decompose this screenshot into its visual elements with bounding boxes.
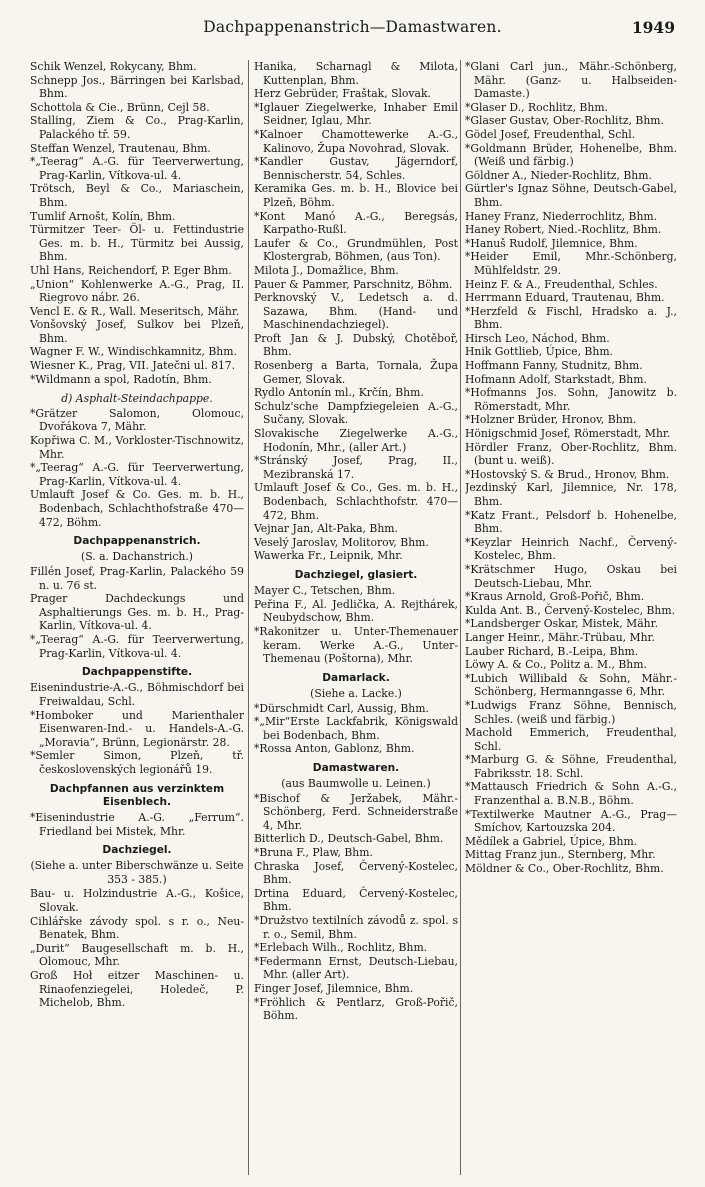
- directory-entry: Schottola & Cie., Brünn, Cejl 58.: [30, 100, 210, 114]
- column-3: [465, 60, 677, 1180]
- running-title: Dachpappenanstrich—Damastwaren.: [203, 18, 502, 36]
- directory-entry: Eisenindustrie-A.-G., Böhmischdorf bei Freiwaldau, Schl.: [30, 681, 244, 708]
- column-divider-1: [248, 60, 249, 1175]
- directory-entry: *Herzfeld & Fischl, Hradsko a. J., Bhm.: [465, 304, 677, 332]
- section-heading: Dachziegel.: [102, 844, 172, 857]
- directory-entry: Löwy A. & Co., Politz a. M., Bhm.: [465, 658, 647, 672]
- directory-entry: *Semler Simon, Plzeň, tř. československých legionářů 19.: [30, 749, 244, 776]
- directory-entry: *Holzner Brüder, Hronov, Bhm.: [465, 413, 637, 427]
- directory-entry: *Homboker und Marienthaler Eisenwaren-Ind.- u. Handels-A.-G. „Moravia“, Brünn, Legionärstr. 28.: [30, 708, 244, 749]
- directory-entry: Wawerka Fr., Leipnik, Mhr.: [254, 549, 403, 563]
- directory-entry: Perknovský V., Ledetsch a. d. Sazawa, Bhm. (Hand- und Maschinendachziegel).: [254, 291, 458, 332]
- listing-group: [30, 811, 244, 838]
- directory-entry: Bau- u. Holzindustrie A.-G., Košice, Slovak.: [30, 887, 244, 915]
- directory-entry: *Katz Frant., Pelsdorf b. Hohenelbe, Bhm.: [465, 508, 677, 536]
- directory-entry: Machold Emmerich, Freudenthal, Schl.: [465, 726, 677, 753]
- directory-entry: Mayer C., Tetschen, Bhm.: [254, 584, 396, 598]
- section-note: (aus Baumwolle u. Leinen.): [281, 777, 431, 791]
- directory-entry: Hördler Franz, Ober-Rochlitz, Bhm. (bunt u. weiß).: [465, 440, 677, 468]
- column-1: [30, 60, 244, 1180]
- directory-entry: *Bischof & Jeržabek, Mähr.-Schönberg, Ferd. Schneiderstraße 4, Mhr.: [254, 791, 458, 832]
- directory-entry: *Družstvo textilních závodů z. spol. s r. o., Semil, Bhm.: [254, 914, 458, 941]
- directory-entry: *Glani Carl jun., Mähr.-Schönberg, Mähr. (Ganz- u. Halbseiden-Damaste.): [465, 60, 677, 101]
- directory-entry: Cihlářske závody spol. s r. o., Neu-Benatek, Bhm.: [30, 914, 244, 942]
- directory-entry: Schnepp Jos., Bärringen bei Karlsbad, Bhm.: [30, 73, 244, 101]
- directory-entry: Schik Wenzel, Rokycany, Bhm.: [30, 60, 197, 73]
- directory-entry: *Ludwigs Franz Söhne, Bennisch, Schles. (weiß und färbig.): [465, 698, 677, 726]
- directory-entry: Laufer & Co., Grundmühlen, Post Klostergrab, Böhmen, (aus Ton).: [254, 236, 458, 264]
- directory-entry: „Durit“ Baugesellschaft m. b. H., Olomouc, Mhr.: [30, 941, 244, 969]
- directory-entry: Hofmann Adolf, Starkstadt, Bhm.: [465, 372, 647, 386]
- listing-group: [30, 407, 244, 529]
- directory-entry: Prager Dachdeckungs und Asphaltierungs Ges. m. b. H., Prag-Karlin, Vítkova-ul. 4.: [30, 592, 244, 633]
- listing-group: [30, 681, 244, 776]
- directory-entry: Milota J., Domažlice, Bhm.: [254, 263, 399, 277]
- directory-entry: Türmitzer Teer- Öl- u. Fettindustrie Ges. m. b. H., Türmitz bei Aussig, Bhm.: [30, 223, 244, 264]
- listing-group: [254, 584, 458, 666]
- directory-entry: Mědílek a Gabriel, Úpice, Bhm.: [465, 834, 638, 848]
- directory-entry: *Textilwerke Mautner A.-G., Prag—Smíchov, Kartouzska 204.: [465, 807, 677, 835]
- directory-entry: Möldner & Co., Ober-Rochlitz, Bhm.: [465, 862, 664, 876]
- section-heading: Dachpfannen aus verzinktem Eisenblech.: [49, 782, 225, 808]
- directory-entry: Fillén Josef, Prag-Karlin, Palackého 59 n. u. 76 st.: [30, 564, 244, 592]
- directory-entry: Mittag Franz jun., Sternberg, Mhr.: [465, 848, 656, 862]
- directory-entry: Wagner F. W., Windischkamnitz, Bhm.: [30, 345, 237, 359]
- listing-group: [254, 792, 458, 1023]
- directory-entry: Bitterlich D., Deutsch-Gabel, Bhm.: [254, 832, 444, 846]
- directory-entry: *Glaser D., Rochlitz, Bhm.: [465, 100, 608, 114]
- section-note: (S. a. Dachanstrich.): [80, 550, 193, 564]
- directory-entry: *Erlebach Wilh., Rochlitz, Bhm.: [254, 941, 428, 955]
- directory-entry: Langer Heinr., Mähr.-Trübau, Mhr.: [465, 630, 655, 644]
- directory-entry: *„Teerag“ A.-G. für Teerverwertung, Prag-Karlin, Vítkova-ul. 4.: [30, 461, 244, 488]
- directory-entry: Hnik Gottlieb, Úpice, Bhm.: [465, 345, 613, 359]
- column-divider-2: [460, 60, 461, 1175]
- directory-entry: Drtina Eduard, Červený-Kostelec, Bhm.: [254, 886, 458, 914]
- directory-entry: Hanika, Scharnagl & Milota, Kuttenplan, Bhm.: [254, 60, 458, 87]
- directory-entry: *Marburg G. & Söhne, Freudenthal, Fabriksstr. 18. Schl.: [465, 753, 677, 780]
- directory-entry: Chraska Josef, Červený-Kostelec, Bhm.: [254, 859, 458, 887]
- directory-entry: Jezdinský Karl, Jilemnice, Nr. 178, Bhm.: [465, 481, 677, 508]
- directory-entry: Hirsch Leo, Náchod, Bhm.: [465, 331, 610, 345]
- directory-entry: Hoffmann Fanny, Studnitz, Bhm.: [465, 359, 643, 373]
- directory-entry: Kopřiwa C. M., Vorkloster-Tischnowitz, Mhr.: [30, 434, 244, 461]
- directory-entry: Haney Robert, Nied.-Rochlitz, Bhm.: [465, 223, 662, 237]
- directory-entry: Steffan Wenzel, Trautenau, Bhm.: [30, 141, 211, 155]
- section-heading: Damastwaren.: [312, 761, 400, 774]
- directory-entry: Heinz F. & A., Freudenthal, Schles.: [465, 277, 658, 291]
- directory-entry: Lauber Richard, B.-Leipa, Bhm.: [465, 644, 639, 658]
- directory-entry: Göldner A., Nieder-Rochlitz, Bhm.: [465, 168, 652, 182]
- directory-entry: *Hofmanns Jos. Sohn, Janowitz b. Römerstadt, Mhr.: [465, 386, 677, 413]
- listing-group: [30, 60, 244, 386]
- directory-entry: Vejnar Jan, Alt-Paka, Bhm.: [254, 522, 398, 536]
- directory-entry: *Hanuš Rudolf, Jilemnice, Bhm.: [465, 236, 638, 250]
- directory-entry: *Kandler Gustav, Jägerndorf, Bennischerstr. 54, Schles.: [254, 155, 458, 182]
- section-note: (Siehe a. Lacke.): [310, 686, 402, 700]
- directory-entry: *Iglauer Ziegelwerke, Inhaber Emil Seidner, Iglau, Mhr.: [254, 100, 458, 128]
- directory-entry: *Lubich Willibald & Sohn, Mähr.-Schönberg, Hermanngasse 6, Mhr.: [465, 671, 677, 699]
- directory-entry: Tumlif Arnošt, Kolín, Bhm.: [30, 209, 176, 223]
- section-heading: Dachziegel, glasiert.: [294, 568, 418, 581]
- directory-entry: *„Teerag“ A.-G. für Teerverwertung, Prag-Karlin, Vítkova-ul. 4.: [30, 155, 244, 182]
- directory-entry: Haney Franz, Niederrochlitz, Bhm.: [465, 209, 658, 223]
- directory-entry: *Glaser Gustav, Ober-Rochlitz, Bhm.: [465, 114, 664, 128]
- directory-entry: *Goldmann Brüder, Hohenelbe, Bhm. (Weiß und färbig.): [465, 141, 677, 169]
- directory-entry: „Union“ Kohlenwerke A.-G., Prag, II. Riegrovo nábr. 26.: [30, 277, 244, 305]
- listing-group: [254, 702, 458, 756]
- directory-entry: Stalling, Ziem & Co., Prag-Karlin, Palackého tř. 59.: [30, 114, 244, 141]
- directory-entry: Pauer & Pammer, Parschnitz, Böhm.: [254, 277, 453, 291]
- directory-entry: *Dürschmidt Carl, Aussig, Bhm.: [254, 701, 429, 715]
- directory-entry: Trötsch, Beyl & Co., Mariaschein, Bhm.: [30, 182, 244, 209]
- section-heading: Dachpappenstifte.: [81, 666, 193, 679]
- directory-entry: *Heider Emil, Mhr.-Schönberg, Mühlfeldstr. 29.: [465, 250, 677, 277]
- directory-entry: Umlauft Josef & Co., Ges. m. b. H., Bodenbach, Schlachthofstr. 470—472, Bhm.: [254, 481, 458, 522]
- directory-entry: Herrmann Eduard, Trautenau, Bhm.: [465, 291, 665, 305]
- directory-entry: Rosenberg a Barta, Tornala, Župa Gemer, Slovak.: [254, 359, 458, 386]
- directory-entry: *„Mir“Erste Lackfabrik, Königswald bei Bodenbach, Bhm.: [254, 715, 458, 742]
- listing-group: [465, 60, 677, 876]
- directory-entry: *Bruna F., Plaw, Bhm.: [254, 846, 373, 860]
- directory-entry: Vencl E. & R., Wall. Meseritsch, Mähr.: [30, 304, 240, 318]
- directory-entry: *Keyzlar Heinrich Nachf., Červený-Kostelec, Bhm.: [465, 535, 677, 563]
- section-note: (Siehe a. unter Biberschwänze u. Seite 353 - 385.): [30, 859, 244, 886]
- section-heading: Damarlack.: [322, 671, 390, 684]
- listing-group: [254, 60, 458, 563]
- directory-entry: *Landsberger Oskar, Mistek, Mähr.: [465, 617, 659, 631]
- directory-entry: Kulda Ant. B., Červený-Kostelec, Bhm.: [465, 603, 676, 617]
- directory-entry: *Kalnoer Chamottewerke A.-G., Kalinovo, Župa Novohrad, Slovak.: [254, 127, 458, 155]
- directory-entry: *Rakonitzer u. Unter-Themenauer keram. Werke A.-G., Unter-Themenau (Poštorna), Mhr.: [254, 624, 458, 666]
- directory-entry: *Kont Manó A.-G., Beregsás, Karpatho-Rußl.: [254, 209, 458, 237]
- directory-entry: *Krätschmer Hugo, Oskau bei Deutsch-Liebau, Mhr.: [465, 562, 677, 590]
- column-2: [254, 60, 458, 1180]
- directory-entry: *Stránský Josef, Prag, II., Mezibranská 17.: [254, 454, 458, 481]
- directory-entry: *Mattausch Friedrich & Sohn A.-G., Franzenthal a. B.N.B., Böhm.: [465, 780, 677, 808]
- directory-entry: Slovakische Ziegelwerke A.-G., Hodonín, Mhr., (aller Art.): [254, 427, 458, 454]
- directory-entry: Gürtler's Ignaz Söhne, Deutsch-Gabel, Bhm.: [465, 182, 677, 209]
- directory-entry: Wiesner K., Prag, VII. Jatečni ul. 817.: [30, 359, 236, 373]
- page-header: [0, 10, 705, 40]
- directory-entry: Peřina F., Al. Jedlička, A. Rejthárek, Neubydschow, Bhm.: [254, 597, 458, 625]
- directory-entry: Rydlo Antonín ml., Krčín, Bhm.: [254, 386, 424, 400]
- directory-entry: *Eisenindustrie A.-G. „Ferrum“. Friedland bei Mistek, Mhr.: [30, 810, 244, 838]
- directory-entry: *Hostovský S. & Brud., Hronov, Bhm.: [465, 467, 670, 481]
- directory-entry: Hönigschmid Josef, Römerstadt, Mhr.: [465, 427, 671, 441]
- sub-heading: d) Asphalt-Steindachpappe.: [61, 392, 213, 406]
- directory-entry: Groß Hoł eitzer Maschinen- u. Rinaofenziegelei, Holedeč, P. Michelob, Bhm.: [30, 969, 244, 1010]
- directory-entry: *„Teerag“ A.-G. für Teerverwertung, Prag-Karlin, Vítkova-ul. 4.: [30, 632, 244, 660]
- page-number: 1949: [631, 18, 675, 37]
- directory-entry: Uhl Hans, Reichendorf, P. Eger Bhm.: [30, 263, 232, 277]
- directory-entry: *Federmann Ernst, Deutsch-Liebau, Mhr. (aller Art).: [254, 954, 458, 982]
- directory-entry: Umlauft Josef & Co. Ges. m. b. H., Bodenbach, Schlachthofstraße 470—472, Böhm.: [30, 488, 244, 529]
- directory-entry: Keramika Ges. m. b. H., Blovice bei Plzeň, Böhm.: [254, 182, 458, 209]
- listing-group: [30, 887, 244, 1009]
- directory-entry: *Grätzer Salomon, Olomouc, Dvořákova 7, Mähr.: [30, 406, 244, 434]
- directory-entry: *Rossa Anton, Gablonz, Bhm.: [254, 742, 415, 756]
- directory-entry: Veselý Jaroslav, Molitorov, Bhm.: [254, 535, 429, 549]
- directory-entry: *Wildmann a spol, Radotín, Bhm.: [30, 372, 212, 386]
- section-heading: Dachpappenanstrich.: [73, 535, 201, 548]
- directory-entry: Gödel Josef, Freudenthal, Schl.: [465, 127, 636, 141]
- directory-entry: *Kraus Arnold, Groß-Pořič, Bhm.: [465, 590, 645, 604]
- directory-entry: Schulz'sche Dampfziegeleien A.-G., Sučany, Slovak.: [254, 399, 458, 427]
- directory-entry: Finger Josef, Jilemnice, Bhm.: [254, 982, 414, 996]
- directory-entry: Proft Jan & J. Dubský, Chotěboř, Bhm.: [254, 331, 458, 359]
- listing-group: [30, 565, 244, 660]
- directory-entry: Vonšovský Josef, Sulkov bei Plzeň, Bhm.: [30, 318, 244, 345]
- directory-entry: *Fröhlich & Pentlarz, Groß-Pořič, Böhm.: [254, 995, 458, 1023]
- directory-entry: Herz Gebrüder, Fraštak, Slovak.: [254, 87, 431, 101]
